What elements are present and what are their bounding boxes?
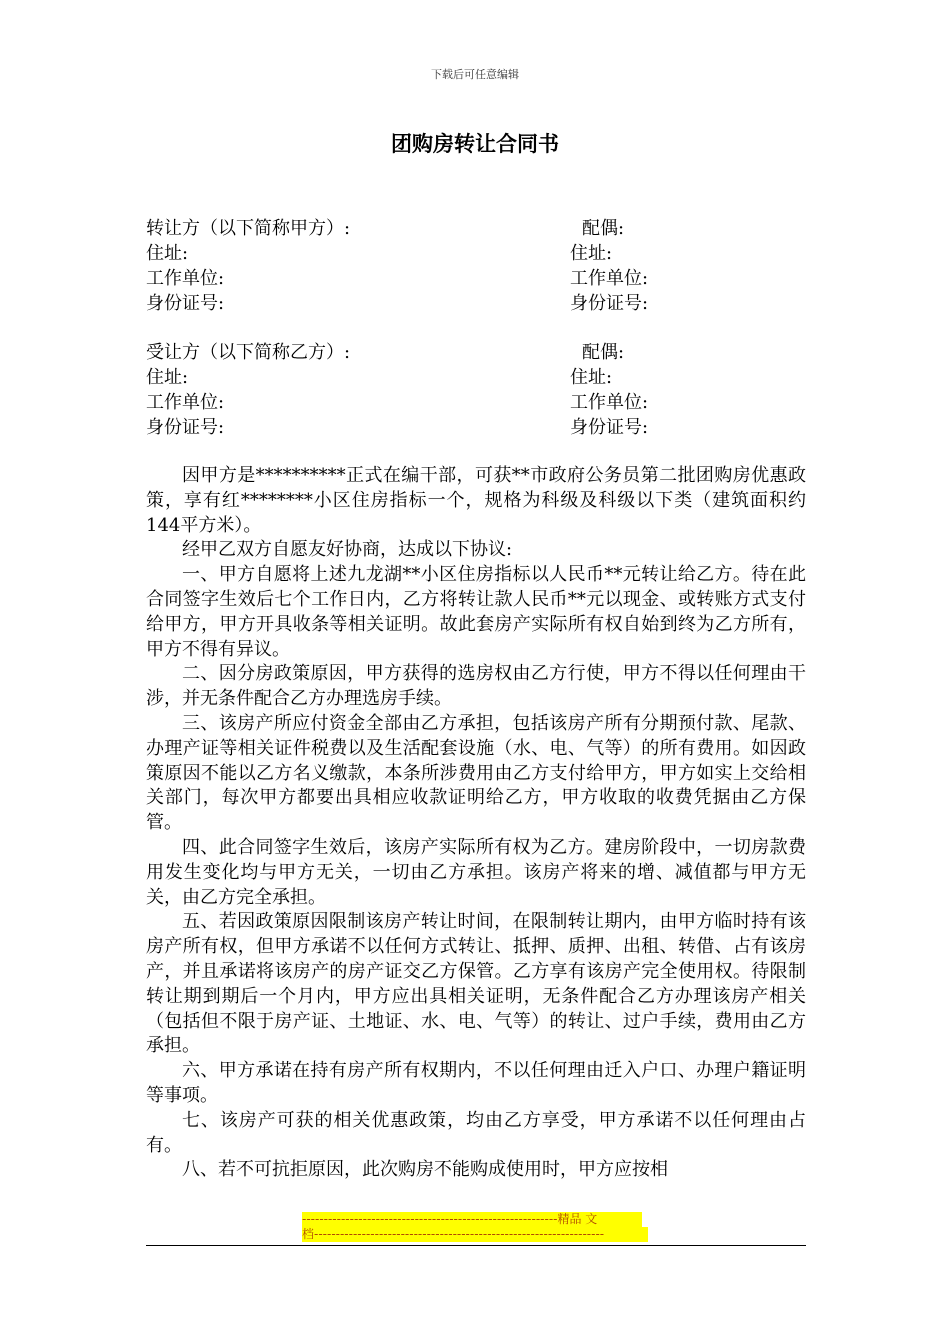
party-b-employer-label: 工作单位: xyxy=(146,392,225,413)
party-a-name-label: 转让方（以下简称甲方）: xyxy=(146,218,351,239)
contract-paragraph: 五、若因政策原因限制该房产转让时间，在限制转让期内，由甲方临时持有该房产所有权，但甲方承诺不以任何方式转让、抵押、质押、出租、转借、占有该房产，并且承诺将该房产的房产证交乙方保管。乙方享有该房产完全使用权。待限制转让期到期后一个月内，甲方应出具相关证明，无条件配合乙方办理该房产相关（包括但不限于房产证、土地证、水、电、气等）的转让、过户手续，费用由乙方承担。 xyxy=(146,911,806,1057)
contract-paragraph: 三、该房产所应付资金全部由乙方承担，包括该房产所有分期预付款、尾款、办理产证等相关证件税费以及生活配套设施（水、电、气等）的所有费用。如因政策原因不能以乙方名义缴款，本条所涉费用由乙方支付给甲方，甲方如实上交给相关部门，每次甲方都要出具相应收款证明给乙方，甲方收取的收费凭据由乙方保管。 xyxy=(146,712,806,834)
contract-paragraph: 因甲方是**********正式在编干部，可获**市政府公务员第二批团购房优惠政策，享有红********小区住房指标一个，规格为科级及科级以下类（建筑面积约144平方米）。 xyxy=(146,465,806,536)
party-b-row xyxy=(146,365,806,390)
party-b-spouse-label: 配偶: xyxy=(582,342,625,363)
party-b-row xyxy=(146,415,806,440)
party-b-name-label: 受让方（以下简称乙方）: xyxy=(146,342,351,363)
party-a-row xyxy=(146,266,806,291)
party-b-row xyxy=(146,340,806,365)
contract-paragraph: 八、若不可抗拒原因，此次购房不能购成使用时，甲方应按相 xyxy=(182,1159,668,1181)
contract-paragraph: 二、因分房政策原因，甲方获得的选房权由乙方行使，甲方不得以任何理由干涉，并无条件配合乙方办理选房手续。 xyxy=(146,663,806,710)
contract-paragraph: 七、该房产可获的相关优惠政策，均由乙方享受，甲方承诺不以任何理由占有。 xyxy=(146,1109,806,1156)
party-a-spouse-address-label: 住址: xyxy=(570,243,613,264)
party-a-row xyxy=(146,216,806,241)
party-a-block xyxy=(146,216,806,316)
footer-line-1: -----------------------------------------------------------精品 文 xyxy=(302,1212,642,1227)
footer-line-2: 档------------------------------------------------------------------- xyxy=(302,1227,648,1242)
party-a-row xyxy=(146,241,806,266)
contract-paragraph: 一、甲方自愿将上述九龙湖**小区住房指标以人民币**元转让给乙方。待在此合同签字生效后七个工作日内，乙方将转让款人民币**元以现金、或转账方式支付给甲方，甲方开具收条等相关证明。故此套房产实际所有权自始到终为乙方所有，甲方不得有异议。 xyxy=(146,564,806,660)
footer-divider xyxy=(146,1245,806,1246)
party-a-employer-label: 工作单位: xyxy=(146,268,225,289)
party-a-spouse-employer-label: 工作单位: xyxy=(570,268,649,289)
party-a-id-label: 身份证号: xyxy=(146,293,225,314)
footer-watermark xyxy=(302,1212,648,1242)
party-b-address-label: 住址: xyxy=(146,367,189,388)
party-b-spouse-employer-label: 工作单位: xyxy=(570,392,649,413)
header-note: 下载后可任意编辑 xyxy=(431,68,519,81)
party-a-spouse-id-label: 身份证号: xyxy=(570,293,649,314)
party-a-address-label: 住址: xyxy=(146,243,189,264)
party-b-id-label: 身份证号: xyxy=(146,417,225,438)
contract-body xyxy=(146,464,806,1183)
party-b-spouse-address-label: 住址: xyxy=(570,367,613,388)
document-title: 团购房转让合同书 xyxy=(391,132,559,156)
contract-paragraph: 四、此合同签字生效后，该房产实际所有权为乙方。建房阶段中，一切房款费用发生变化均与甲方无关，一切由乙方承担。该房产将来的增、减值都与甲方无关，由乙方完全承担。 xyxy=(146,836,806,908)
contract-paragraph: 经甲乙双方自愿友好协商，达成以下协议: xyxy=(182,539,513,561)
party-a-spouse-label: 配偶: xyxy=(582,218,625,239)
party-a-row xyxy=(146,291,806,316)
party-b-block xyxy=(146,340,806,440)
party-b-row xyxy=(146,390,806,415)
contract-paragraph: 六、甲方承诺在持有房产所有权期内，不以任何理由迁入户口、办理户籍证明等事项。 xyxy=(146,1060,806,1106)
party-b-spouse-id-label: 身份证号: xyxy=(570,417,649,438)
